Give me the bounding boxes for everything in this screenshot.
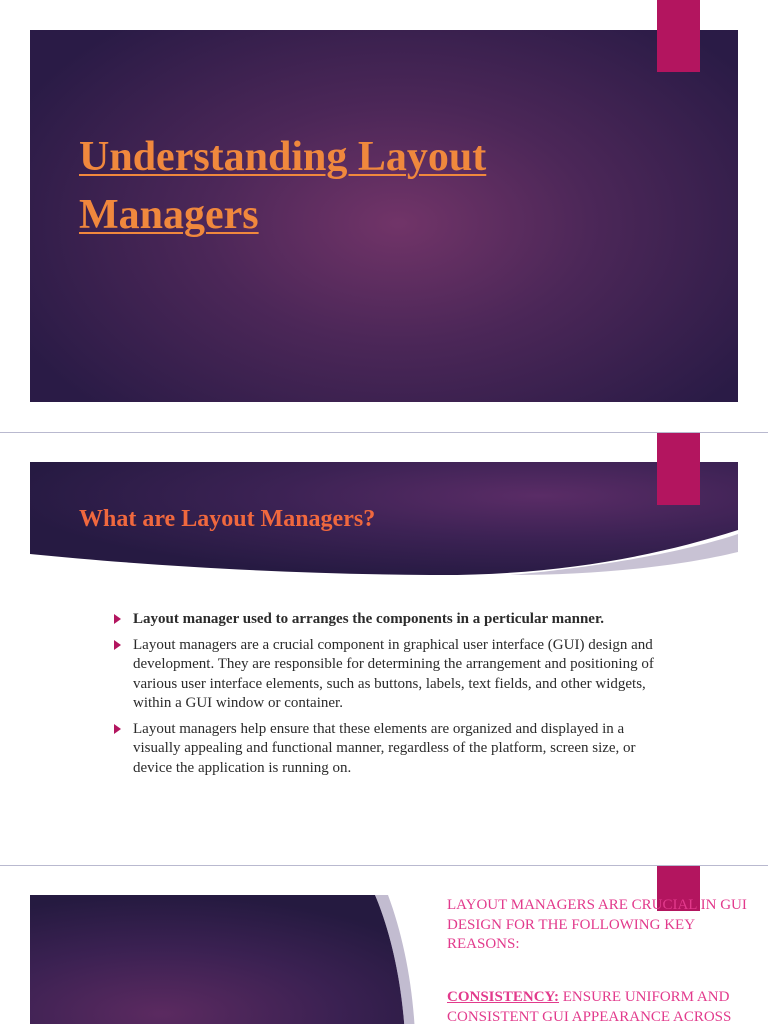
triangle-bullet-icon xyxy=(114,614,121,624)
side-image-panel xyxy=(30,895,415,1024)
bullet-text: Layout managers help ensure that these elements are organized and displayed in a visually appealing and functional manner, regardless of the platform, screen size, or device the application is running on. xyxy=(133,720,636,776)
bullet-text: Layout managers are a crucial component in graphical user interface (GUI) design and development. They are responsible for determining the arrangement and positioning of various user interface elements, such as buttons, labels, text fields, and other widgets, within a GUI window or container. xyxy=(133,636,654,711)
list-item xyxy=(112,720,657,779)
slide-title xyxy=(0,0,768,432)
reasons-intro: LAYOUT MANAGERS ARE CRUCIAL IN GUI DESIGN FOR THE FOLLOWING KEY REASONS: xyxy=(447,897,747,952)
list-item xyxy=(112,610,657,630)
slide-title-text: Understanding Layout Managers xyxy=(79,134,487,238)
list-item xyxy=(112,636,657,714)
triangle-bullet-icon xyxy=(114,640,121,650)
slide-heading: What are Layout Managers? xyxy=(79,506,376,532)
consistency-text: ENSURE UNIFORM AND CONSISTENT GUI APPEARANCE ACROSS xyxy=(447,989,732,1024)
consistency-label: CONSISTENCY: xyxy=(447,989,559,1005)
accent-tab xyxy=(657,0,700,72)
bullet-list xyxy=(112,610,657,784)
triangle-bullet-icon xyxy=(114,724,121,734)
consistency-point xyxy=(447,988,757,1024)
slide-what-are-layout-managers xyxy=(0,433,768,865)
bullet-text: Layout manager used to arranges the components in a perticular manner. xyxy=(133,611,604,627)
accent-tab xyxy=(657,433,700,505)
slide-key-reasons xyxy=(0,866,768,1024)
